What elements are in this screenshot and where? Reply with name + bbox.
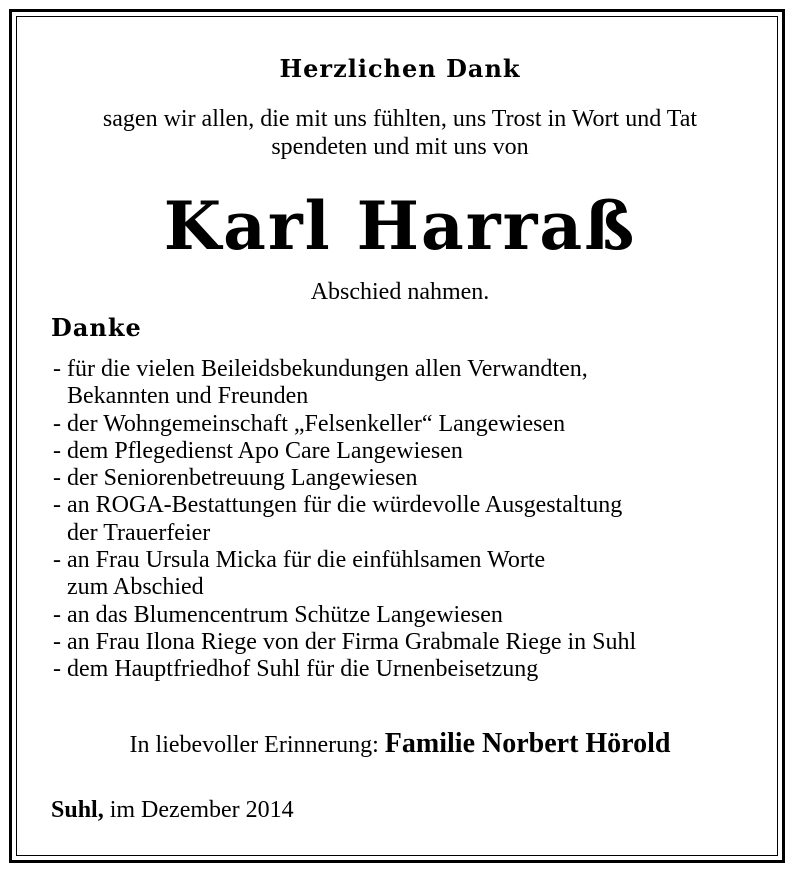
list-item <box>53 602 773 629</box>
list-item <box>53 411 773 438</box>
list-item-line: - für die vielen Beileidsbekundungen allen Verwandten, <box>53 356 588 382</box>
thanks-list <box>53 356 773 684</box>
list-item <box>53 629 773 656</box>
list-item <box>53 438 773 465</box>
intro-text <box>0 105 800 161</box>
closing-line <box>0 728 800 760</box>
list-item-line: - der Seniorenbetreuung Langewiesen <box>53 465 418 492</box>
family-signature: Familie Norbert Hörold <box>384 728 671 759</box>
list-item-line: - dem Hauptfriedhof Suhl für die Urnenbeisetzung <box>53 656 539 683</box>
list-item-line: - an das Blumencentrum Schütze Langewiesen <box>53 601 503 628</box>
closing-prefix: In liebevoller Erinnerung: <box>129 732 379 758</box>
heading: Herzlichen Dank <box>279 54 521 83</box>
list-item <box>53 356 773 411</box>
deceased-name: Karl Harraß <box>163 187 637 265</box>
list-item-continuation: Bekannten und Freunden <box>67 383 309 410</box>
list-item <box>53 492 773 547</box>
farewell-text: Abschied nahmen. <box>310 279 490 305</box>
list-item-line: - an Frau Ursula Micka für die einfühlsamen Worte <box>53 547 546 574</box>
list-item-line: - der Wohngemeinschaft „Felsenkeller“ Langewiesen <box>53 410 566 437</box>
list-item-line: - dem Pflegedienst Apo Care Langewiesen <box>53 437 463 464</box>
list-item-continuation: der Trauerfeier <box>67 519 211 546</box>
place-city: Suhl, <box>51 797 104 823</box>
list-item <box>53 547 773 602</box>
place-date-text: im Dezember 2014 <box>109 797 294 823</box>
danke-heading: Danke <box>51 313 142 342</box>
intro-line: spendeten und mit uns von <box>271 134 529 160</box>
place-date <box>51 797 294 824</box>
list-item-continuation: zum Abschied <box>67 574 204 601</box>
list-item-line: - an ROGA-Bestattungen für die würdevolle Ausgestaltung <box>53 492 623 519</box>
list-item <box>53 656 773 683</box>
list-item <box>53 465 773 492</box>
intro-line: sagen wir allen, die mit uns fühlten, uns Trost in Wort und Tat <box>102 106 698 132</box>
list-item-line: - an Frau Ilona Riege von der Firma Grabmale Riege in Suhl <box>53 628 637 655</box>
